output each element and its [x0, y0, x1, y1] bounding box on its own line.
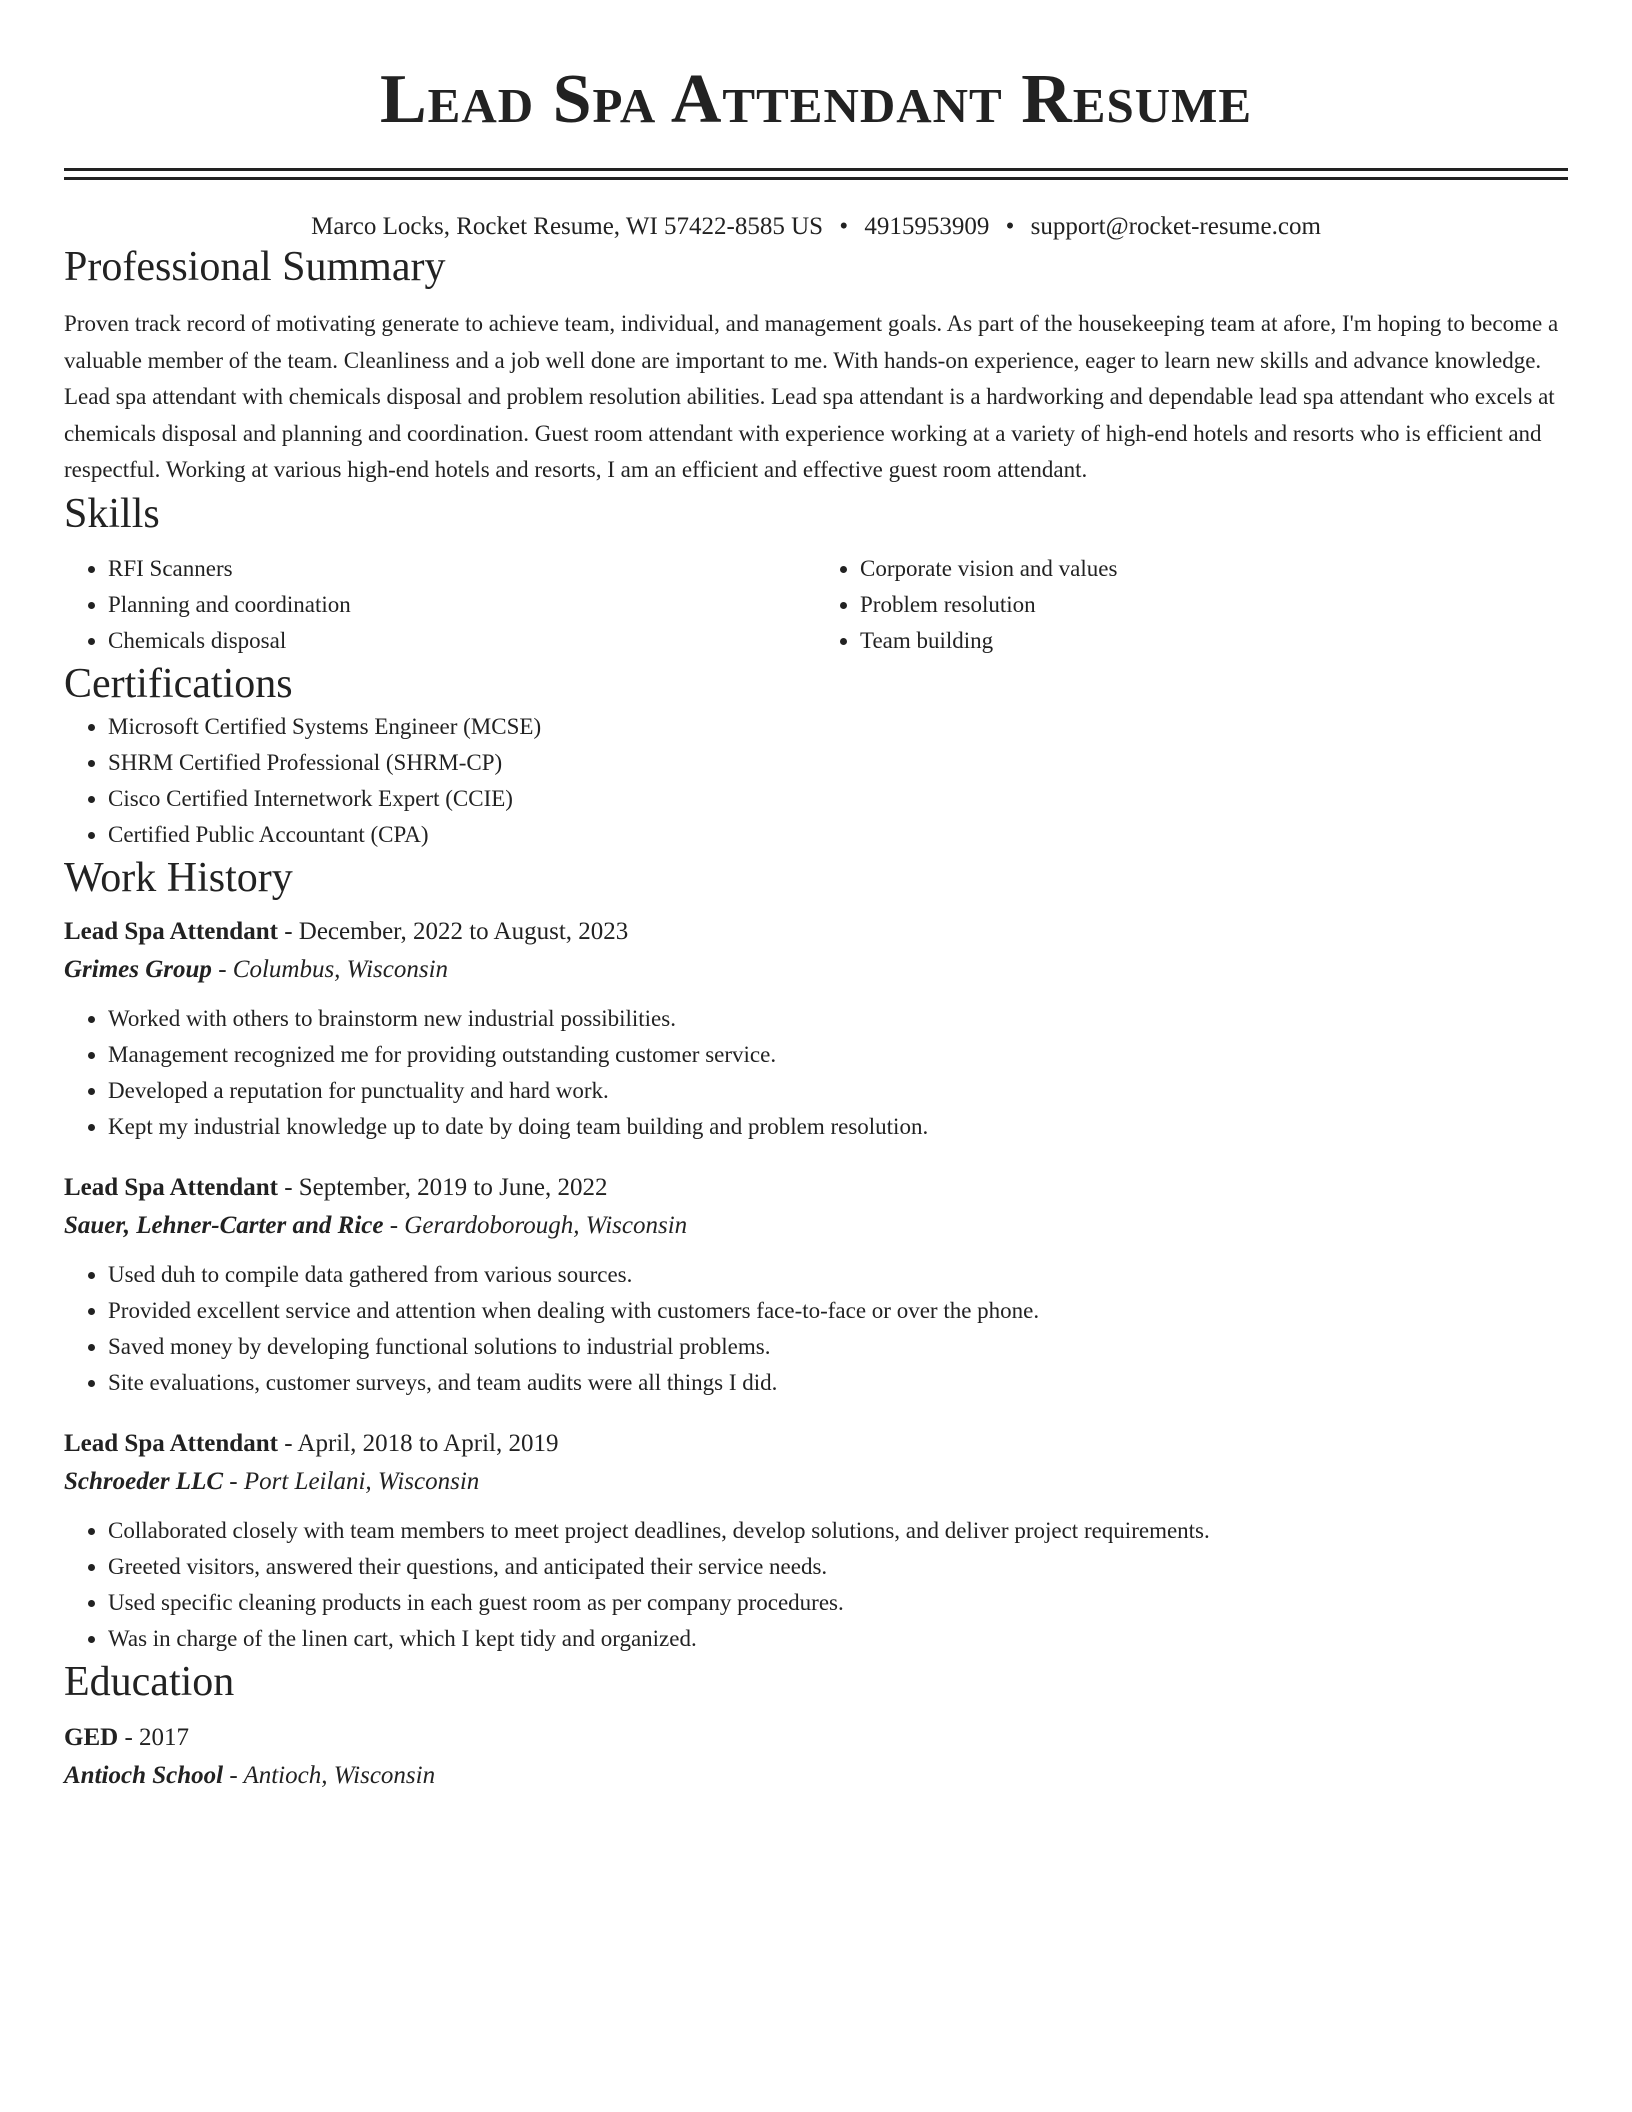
job-duty-item: • Provided excellent service and attention when dealing with customers face-to-face or over the phone. — [108, 1293, 1568, 1329]
job-company-line — [64, 1207, 1568, 1245]
job-duty-item: • Used duh to compile data gathered from various sources. — [108, 1257, 1568, 1293]
job-duty-item: • Kept my industrial knowledge up to date by doing team building and problem resolution. — [108, 1109, 1568, 1145]
skill-item: • Planning and coordination — [108, 587, 816, 623]
summary-heading: Professional Summary — [64, 244, 446, 290]
education-year: - 2017 — [118, 1723, 190, 1751]
job-dates: - December, 2022 to August, 2023 — [277, 917, 629, 945]
resume-title: Lead Spa Attendant Resume — [379, 61, 1253, 138]
title-divider-bottom — [64, 177, 1568, 180]
skills-list — [64, 551, 1568, 659]
job-title: Lead Spa Attendant — [64, 917, 278, 945]
skill-item: • Problem resolution — [860, 587, 1568, 623]
education-degree: GED — [64, 1723, 119, 1751]
certification-item: • SHRM Certified Professional (SHRM-CP) — [108, 745, 1568, 781]
certifications-list — [64, 709, 1568, 853]
job-duty-item: • Collaborated closely with team members to meet project deadlines, develop solutions, and deliver project requirements. — [108, 1513, 1568, 1549]
job-duties-list — [64, 1001, 1568, 1145]
contact-line — [64, 212, 1568, 242]
job-company: Schroeder LLC — [64, 1467, 224, 1495]
job-location: - Columbus, Wisconsin — [211, 955, 449, 983]
job-duty-item: • Management recognized me for providing outstanding customer service. — [108, 1037, 1568, 1073]
job-location: - Port Leilani, Wisconsin — [223, 1467, 480, 1495]
education-school: Antioch School — [64, 1761, 224, 1789]
certification-item: • Microsoft Certified Systems Engineer (MCSE) — [108, 709, 1568, 745]
education-heading: Education — [64, 1658, 235, 1705]
skill-item: • Chemicals disposal — [108, 623, 816, 659]
job-duty-item: • Worked with others to brainstorm new industrial possibilities. — [108, 1001, 1568, 1037]
certifications-heading: Certifications — [64, 660, 293, 707]
job-entry — [64, 913, 1568, 1145]
contact-address: Marco Locks, Rocket Resume, WI 57422-8585 US — [311, 213, 824, 240]
job-dates: - April, 2018 to April, 2019 — [277, 1429, 559, 1457]
contact-email: support@rocket-resume.com — [1030, 213, 1321, 240]
job-duty-item: • Was in charge of the linen cart, which I kept tidy and organized. — [108, 1621, 1568, 1657]
job-dates: - September, 2019 to June, 2022 — [277, 1173, 608, 1201]
education-location: - Antioch, Wisconsin — [223, 1761, 436, 1789]
job-duty-item: • Used specific cleaning products in each guest room as per company procedures. — [108, 1585, 1568, 1621]
job-title: Lead Spa Attendant — [64, 1429, 278, 1457]
skill-item: • Team building — [860, 623, 1568, 659]
contact-phone: 4915953909 — [864, 213, 990, 240]
work-history-heading: Work History — [64, 854, 293, 901]
job-duty-item: • Site evaluations, customer surveys, and team audits were all things I did. — [108, 1365, 1568, 1401]
certification-item: • Cisco Certified Internetwork Expert (CCIE) — [108, 781, 1568, 817]
summary-text: Proven track record of motivating generate to achieve team, individual, and management goals. As part of the housekeeping team at afore, I'm hoping to become a valuable member of the team. Cleanliness and a job well done are important to me. With hands-on experience, eager to learn new skills and advance knowledge. Lead spa attendant with chemicals disposal and problem resolution abilities. Lead spa attendant is a hardworking and dependable lead spa attendant who excels at chemicals disposal and planning and coordination. Guest room attendant with experience working at a variety of high-end hotels and resorts who is efficient and respectful. Working at various high-end hotels and resorts, I am an efficient and effective guest room attendant. — [64, 311, 1559, 482]
job-location: - Gerardoborough, Wisconsin — [383, 1211, 688, 1239]
job-title-line — [64, 1169, 1568, 1207]
skills-column-left — [64, 551, 816, 659]
contact-separator: • — [1005, 213, 1015, 240]
job-duty-item: • Developed a reputation for punctuality and hard work. — [108, 1073, 1568, 1109]
job-duty-item: • Greeted visitors, answered their questions, and anticipated their service needs. — [108, 1549, 1568, 1585]
job-duties-list — [64, 1513, 1568, 1657]
education-entry — [64, 1719, 1568, 1795]
job-entry — [64, 1425, 1568, 1657]
skills-heading: Skills — [64, 490, 160, 537]
job-duties-list — [64, 1257, 1568, 1401]
job-company-line — [64, 951, 1568, 989]
job-title: Lead Spa Attendant — [64, 1173, 278, 1201]
job-company: Sauer, Lehner-Carter and Rice — [64, 1211, 384, 1239]
skills-column-right — [816, 551, 1568, 659]
certification-item: • Certified Public Accountant (CPA) — [108, 817, 1568, 853]
skill-item: • RFI Scanners — [108, 551, 816, 587]
job-company-line — [64, 1463, 1568, 1501]
job-company: Grimes Group — [64, 955, 212, 983]
job-title-line — [64, 1425, 1568, 1463]
skill-item: • Corporate vision and values — [860, 551, 1568, 587]
education-school-line — [64, 1757, 1568, 1795]
education-degree-line — [64, 1719, 1568, 1757]
job-duty-item: • Saved money by developing functional solutions to industrial problems. — [108, 1329, 1568, 1365]
job-title-line — [64, 913, 1568, 951]
contact-separator: • — [839, 213, 849, 240]
job-entry — [64, 1169, 1568, 1401]
title-divider-top — [64, 168, 1568, 171]
